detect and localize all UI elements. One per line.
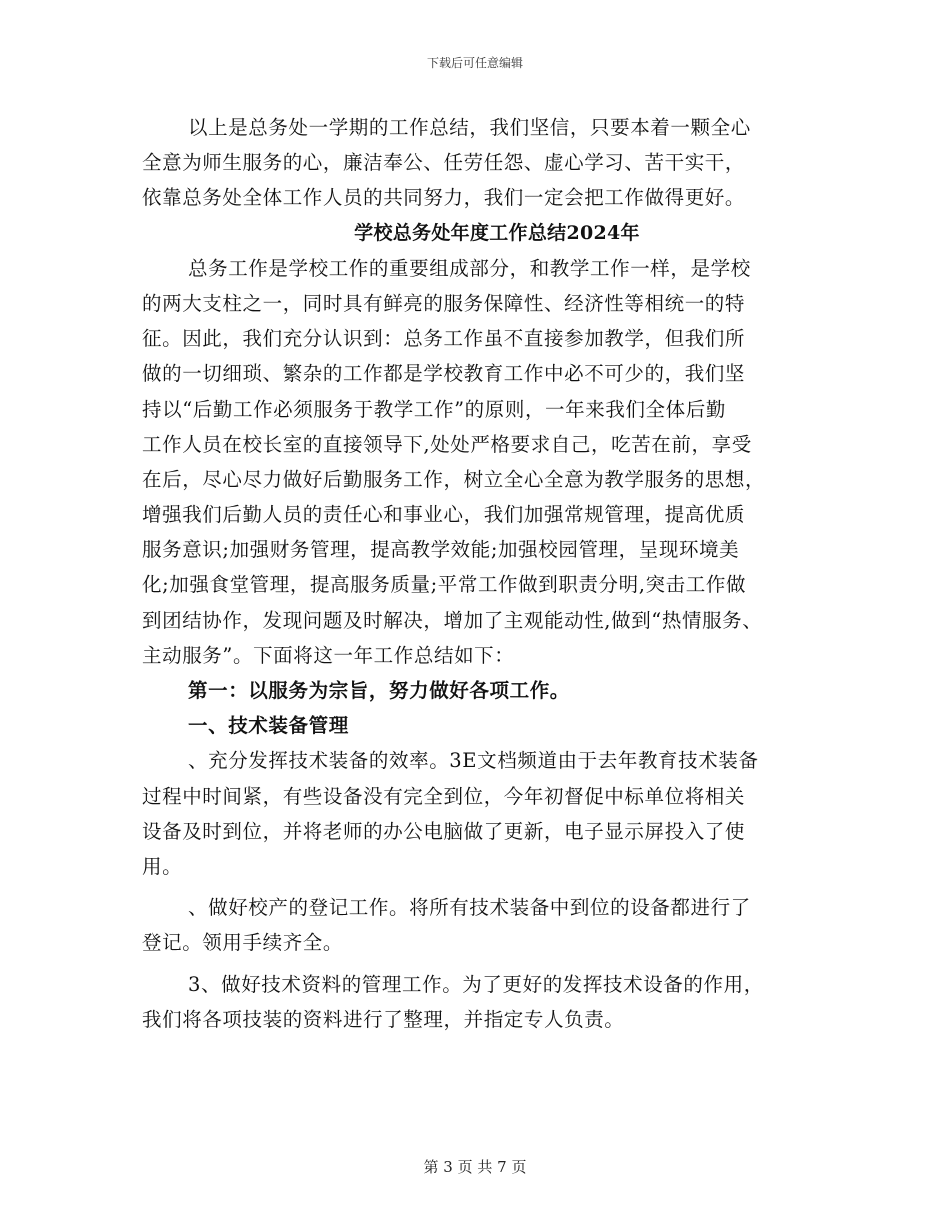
item-1-paragraph xyxy=(142,743,822,884)
document-body xyxy=(142,110,822,1037)
item-2-paragraph xyxy=(142,890,822,960)
document-title: 学校总务处年度工作总结2024年 xyxy=(354,221,640,244)
item-3-paragraph xyxy=(142,967,822,1037)
paragraph-line: 主动服务”。下面将这一年工作总结如下： xyxy=(142,643,515,667)
paragraph-line: 用。 xyxy=(142,854,183,878)
paragraph-line: 到团结协作，发现问题及时解决，增加了主观能动性,做到“热情服务、 xyxy=(142,608,763,632)
page-footer: 第 3 页 共 7 页 xyxy=(423,1158,527,1176)
closing-paragraph xyxy=(142,110,822,216)
paragraph-line: 服务意识;加强财务管理，提高教学效能;加强校园管理，呈现环境美 xyxy=(142,538,740,562)
intro-paragraph xyxy=(142,251,822,673)
paragraph-line: 3、做好技术资料的管理工作。为了更好的发挥技术设备的作用， xyxy=(188,972,764,996)
paragraph-line: 全意为师生服务的心，廉洁奉公、任劳任怨、虚心学习、苦干实干， xyxy=(142,151,746,175)
paragraph-line: 化;加强食堂管理，提高服务质量;平常工作做到职责分明,突击工作做 xyxy=(142,573,747,597)
paragraph-line: 在后，尽心尽力做好后勤服务工作，树立全心全意为教学服务的思想， xyxy=(142,467,766,491)
paragraph-line: 登记。领用手续齐全。 xyxy=(142,931,344,955)
paragraph-line: 依靠总务处全体工作人员的共同努力，我们一定会把工作做得更好。 xyxy=(142,186,746,210)
paragraph-line: 设备及时到位，并将老师的办公电脑做了更新，电子显示屏投入了使 xyxy=(142,819,746,843)
paragraph-line: 总务工作是学校工作的重要组成部分，和教学工作一样，是学校 xyxy=(188,256,751,280)
paragraph-line: 过程中时间紧，有些设备没有完全到位，今年初督促中标单位将相关 xyxy=(142,784,746,808)
subsection-heading: 一、技术装备管理 xyxy=(188,714,349,738)
paragraph-line: 以上是总务处一学期的工作总结，我们坚信，只要本着一颗全心 xyxy=(188,116,751,139)
paragraph-line: 征。因此，我们充分认识到：总务工作虽不直接参加教学，但我们所 xyxy=(142,327,746,351)
paragraph-line: 我们将各项技装的资料进行了整理，并指定专人负责。 xyxy=(142,1007,625,1031)
paragraph-line: 、充分发挥技术装备的效率。3E文档频道由于去年教育技术装备 xyxy=(188,749,759,773)
paragraph-line: 增强我们后勤人员的责任心和事业心，我们加强常规管理，提高优质 xyxy=(142,503,746,527)
paragraph-line: 持以“后勤工作必须服务于教学工作”的原则，一年来我们全体后勤 xyxy=(142,397,726,421)
section-heading: 第一：以服务为宗旨，努力做好各项工作。 xyxy=(188,679,570,702)
page-header: 下载后可任意编辑 xyxy=(426,56,523,70)
paragraph-line: 、做好校产的登记工作。将所有技术装备中到位的设备都进行了 xyxy=(188,896,751,920)
paragraph-line: 做的一切细琐、繁杂的工作都是学校教育工作中必不可少的，我们坚 xyxy=(142,362,746,386)
paragraph-line: 的两大支柱之一，同时具有鲜亮的服务保障性、经济性等相统一的特 xyxy=(142,291,746,315)
paragraph-line: 工作人员在校长室的直接领导下,处处严格要求自己，吃苦在前，享受 xyxy=(142,432,752,456)
